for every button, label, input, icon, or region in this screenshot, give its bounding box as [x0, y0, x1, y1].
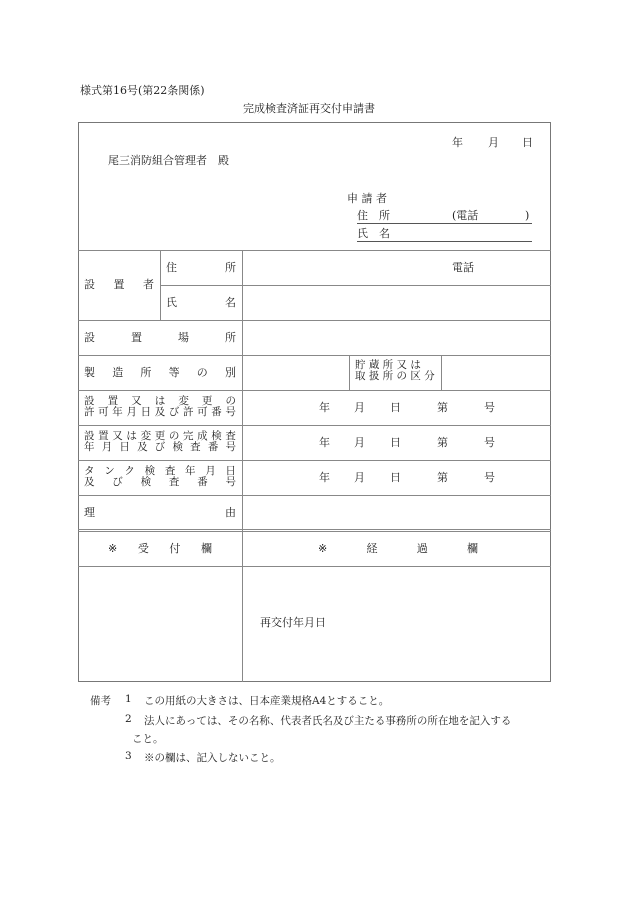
char: 置 [131, 331, 142, 344]
tank-inspection-value-field[interactable] [244, 461, 550, 494]
char: 査 [168, 476, 180, 488]
applicant-address-field[interactable] [357, 210, 532, 224]
char: 別 [224, 366, 236, 379]
date-month-label: 月 [488, 136, 499, 149]
char: 過 [416, 542, 428, 555]
number-prefix: 第 [437, 401, 448, 414]
label-line [84, 442, 236, 453]
number-prefix: 第 [437, 471, 448, 484]
year-label: 年 [319, 471, 330, 484]
char: び [112, 476, 123, 488]
char: の [225, 395, 236, 407]
char: 設 [84, 395, 95, 407]
number-suffix: 号 [484, 401, 495, 414]
char: は [154, 395, 166, 407]
col-divider [160, 250, 161, 320]
char: 及 [154, 406, 166, 418]
facility-type-label [84, 367, 236, 379]
note-number: 2 [125, 713, 132, 725]
number-suffix: 号 [484, 436, 495, 449]
char: の [168, 430, 180, 442]
storage-handling-class-input[interactable] [443, 356, 550, 389]
install-location-label [84, 332, 236, 344]
installer-phone-label: 電話 [452, 261, 474, 274]
note-text: ※の欄は、記入しないこと。 [144, 752, 281, 764]
number-suffix: 号 [484, 471, 495, 484]
char: は [126, 430, 137, 442]
char: 所 [140, 366, 152, 379]
note-number: 3 [125, 750, 132, 762]
char: 月 [205, 465, 216, 477]
char: 完 [182, 430, 194, 442]
char: ※ [108, 542, 118, 555]
reception-box [80, 567, 241, 681]
char: 検 [211, 430, 222, 442]
char: 設 [84, 278, 95, 291]
char: 置 [98, 430, 109, 442]
char: ※ [318, 542, 328, 555]
char: 置 [113, 278, 125, 291]
year-label: 年 [319, 401, 330, 414]
note-text: 法人にあっては、その名称、代表者氏名及び主たる事務所の所在地を記入する [144, 715, 512, 727]
char: 所 [225, 261, 236, 274]
char: 者 [143, 278, 154, 291]
char: 月 [101, 441, 113, 453]
char: 番 [207, 441, 219, 453]
month-label: 月 [354, 471, 365, 484]
char: 理 [84, 506, 95, 519]
progress-column-header [318, 543, 478, 555]
permit-value-field[interactable] [244, 391, 550, 424]
char: 許 [84, 406, 95, 418]
day-label: 日 [390, 471, 401, 484]
char: 号 [225, 406, 236, 418]
char: 日 [225, 465, 236, 477]
addressee: 尾三消防組合管理者 殿 [108, 154, 229, 167]
permit-label [84, 396, 236, 418]
document-title: 完成検査済証再交付申請書 [243, 102, 375, 115]
char: 月 [126, 406, 137, 418]
char: 変 [178, 395, 189, 407]
char: 等 [168, 366, 180, 379]
char: 製 [84, 366, 95, 379]
char: ン [104, 465, 115, 477]
applicant-phone-label: (電話 [452, 209, 479, 222]
char: ク [124, 465, 135, 477]
char: び [154, 441, 166, 453]
char: 又 [131, 395, 142, 407]
col-divider [441, 355, 442, 390]
char: 番 [211, 406, 222, 418]
reception-column-header [108, 543, 212, 555]
reissue-date-label: 再交付年月日 [260, 616, 326, 629]
installer-name-label [166, 297, 236, 309]
facility-type-input[interactable] [244, 356, 348, 389]
completion-inspection-label [84, 431, 236, 453]
char: 場 [178, 331, 189, 344]
char: 更 [154, 430, 166, 442]
label-line: 取 扱 所 の 区 分 [355, 370, 435, 382]
applicant-address-label: 住 所 [357, 209, 390, 222]
char: 名 [225, 296, 236, 309]
year-label: 年 [319, 436, 330, 449]
char: 号 [225, 441, 236, 453]
reason-label [84, 507, 236, 519]
applicant-label: 申 請 者 [347, 192, 387, 205]
char: 検 [172, 441, 183, 453]
notes-heading: 備考 [90, 695, 111, 707]
char: 欄 [201, 542, 212, 555]
note-text-continued: こと。 [132, 733, 164, 745]
char: 年 [84, 441, 95, 453]
char: 更 [201, 395, 213, 407]
char: 可 [197, 406, 208, 418]
applicant-name-label: 氏 名 [357, 227, 390, 240]
char: 欄 [466, 542, 478, 555]
char: 査 [225, 430, 236, 442]
char: 番 [197, 476, 208, 488]
label-line [84, 407, 236, 418]
char: 及 [137, 441, 148, 453]
char: 及 [84, 476, 95, 488]
note-number: 1 [125, 693, 132, 705]
col-divider [349, 355, 350, 390]
storage-handling-class-label [355, 360, 435, 382]
char: 可 [98, 406, 109, 418]
char: タ [84, 465, 95, 477]
double-divider [78, 531, 551, 532]
char: 変 [140, 430, 152, 442]
form-number: 様式第16号(第22条関係) [80, 84, 205, 97]
month-label: 月 [354, 436, 365, 449]
number-prefix: 第 [437, 436, 448, 449]
day-label: 日 [390, 401, 401, 414]
char: 付 [169, 542, 181, 555]
date-day-label: 日 [522, 136, 533, 149]
completion-inspection-value-field[interactable] [244, 426, 550, 459]
char: 所 [225, 331, 236, 344]
installer-label [84, 279, 154, 291]
char: 造 [112, 366, 124, 379]
label-line: 貯 蔵 所 又 は [355, 359, 421, 371]
applicant-name-field[interactable] [357, 228, 532, 242]
char: 査 [164, 465, 176, 477]
char: 置 [107, 395, 119, 407]
day-label: 日 [390, 436, 401, 449]
char: 年 [185, 465, 196, 477]
char: 又 [112, 430, 123, 442]
col-divider [242, 250, 243, 682]
char: 年 [112, 406, 123, 418]
char: 号 [225, 476, 236, 488]
progress-box [244, 567, 550, 681]
reason-input[interactable] [244, 496, 550, 528]
char: 査 [190, 441, 201, 453]
char: 許 [182, 406, 194, 418]
char: 氏 [166, 296, 177, 309]
char: の [196, 366, 208, 379]
installer-address-label [166, 262, 236, 274]
label-line [84, 477, 236, 488]
char: 日 [119, 441, 130, 453]
month-label: 月 [354, 401, 365, 414]
char: 経 [366, 542, 378, 555]
applicant-phone-close: ) [525, 209, 530, 222]
char: 由 [225, 506, 236, 519]
char: 設 [84, 430, 95, 442]
char: 受 [137, 542, 149, 555]
note-text: この用紙の大きさは、日本産業規格A4とすること。 [144, 695, 390, 707]
double-divider [78, 529, 551, 530]
char: 検 [140, 476, 152, 488]
label-line [84, 466, 236, 477]
install-location-input[interactable] [244, 321, 550, 354]
installer-name-input[interactable] [244, 286, 550, 319]
char: 住 [166, 261, 177, 274]
tank-inspection-label [84, 466, 236, 488]
char: 日 [140, 406, 152, 418]
char: び [168, 406, 180, 418]
char: 設 [84, 331, 95, 344]
installer-address-input[interactable] [244, 251, 550, 284]
char: 成 [197, 430, 208, 442]
date-year-label: 年 [452, 136, 463, 149]
char: 検 [144, 465, 156, 477]
